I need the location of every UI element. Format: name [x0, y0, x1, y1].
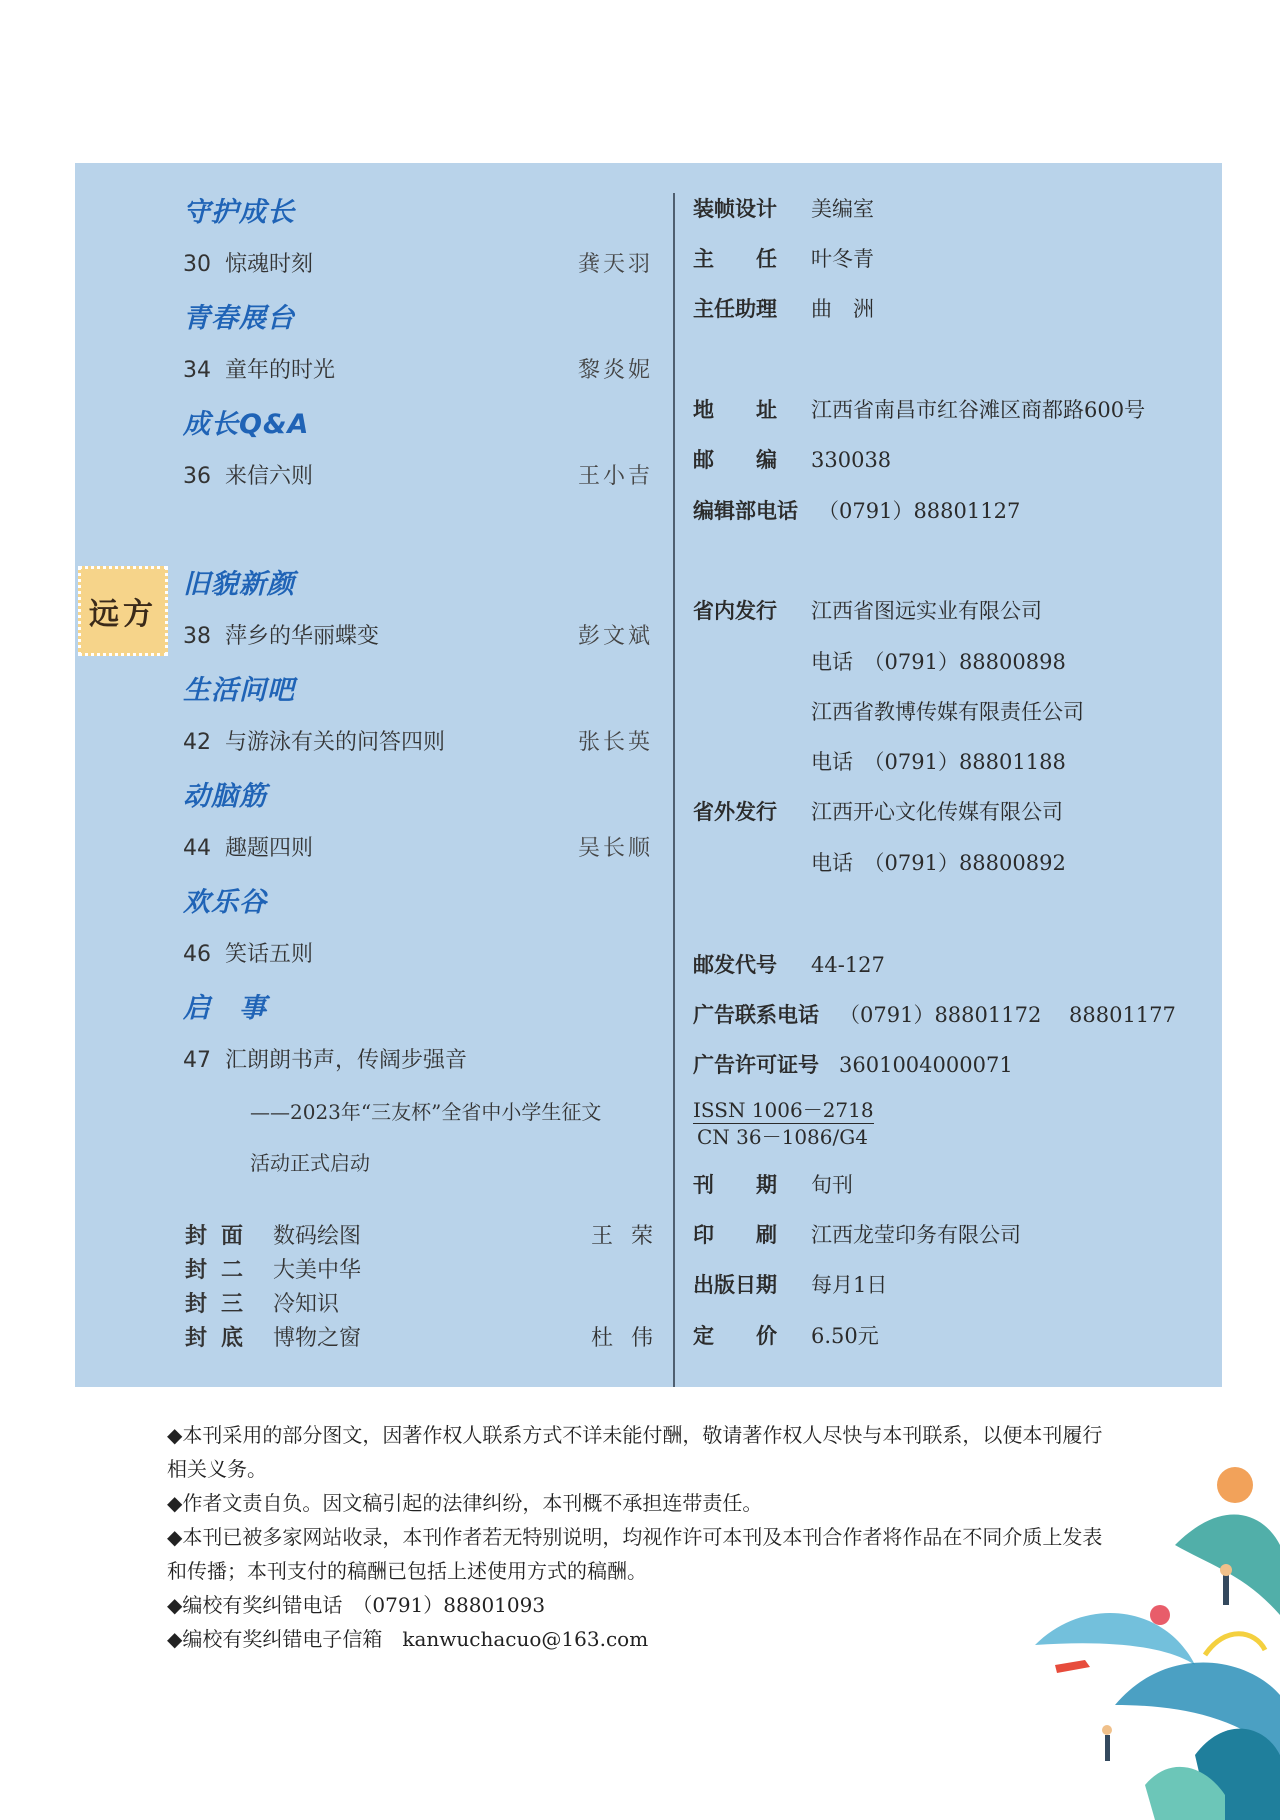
article-title: 趣题四则: [225, 836, 314, 861]
section-title: 欢乐谷: [183, 887, 267, 918]
issn-block: [693, 1097, 874, 1150]
info-row: [693, 847, 1066, 877]
cover-label: 封面: [185, 1224, 258, 1249]
copyright-note: ◆本刊采用的部分图文，因著作权人联系方式不详未能付酬，敬请著作权人尽快与本刊联系，以便本刊履行相关义务。: [167, 1423, 1103, 1481]
page-number: 44: [183, 836, 211, 861]
section-badge: 远方: [78, 566, 168, 656]
info-row: [693, 193, 874, 223]
cover-label: 封三: [185, 1292, 258, 1317]
cover-label: 封底: [185, 1326, 258, 1351]
info-row: [693, 999, 1176, 1029]
info-value: 电话 （0791）88801188: [811, 750, 1066, 774]
license-note: ◆本刊已被多家网站收录，本刊作者若无特别说明，均视作许可本刊及本刊合作者将作品在不同介质上发表和传播；本刊支付的稿酬已包括上述使用方式的稿酬。: [167, 1525, 1103, 1583]
page-number: 36: [183, 464, 211, 489]
info-value: 电话 （0791）88800898: [811, 650, 1066, 674]
issn-number: ISSN 1006－2718: [693, 1098, 874, 1122]
info-label: 装帧设计: [693, 197, 777, 221]
cover-content: 冷知识: [273, 1292, 340, 1317]
article-author: 王小吉: [577, 464, 653, 489]
cover-author: 王荣: [590, 1224, 671, 1249]
toc-entry[interactable]: [183, 937, 653, 968]
info-label: 省内发行: [693, 599, 777, 623]
info-row: [693, 394, 1145, 424]
section-title: 旧貌新颜: [183, 569, 295, 600]
info-row: [693, 646, 1066, 676]
cover-author: 杜伟: [590, 1326, 671, 1351]
info-value: 6.50元: [811, 1324, 879, 1348]
section-title: 成长Q&A: [183, 409, 310, 440]
decorative-illustration: [995, 1455, 1280, 1820]
page-number: 47: [183, 1048, 211, 1073]
info-row: [693, 1219, 1021, 1249]
toc-entry[interactable]: [183, 459, 653, 490]
article-title: 汇朗朗书声，传阔步强音: [225, 1048, 468, 1073]
section-title: 青春展台: [183, 303, 295, 334]
info-label: 地 址: [693, 398, 777, 422]
info-row: [693, 243, 874, 273]
info-label: 定 价: [693, 1324, 777, 1348]
cover-entry: [185, 1253, 653, 1284]
article-subtitle: ——2023年“三友杯”全省中小学生征文: [250, 1100, 602, 1124]
page-number: 38: [183, 624, 211, 649]
info-value: 44-127: [811, 953, 885, 977]
info-row: [693, 595, 1042, 625]
page-number: 30: [183, 252, 211, 277]
info-row: [693, 495, 1020, 525]
cover-entry: [185, 1321, 671, 1352]
info-label: 编辑部电话: [693, 499, 798, 523]
info-row: [693, 293, 874, 323]
page-number: 46: [183, 942, 211, 967]
info-row: [693, 796, 1063, 826]
section-title: 守护成长: [183, 197, 295, 228]
toc-entry[interactable]: [183, 831, 653, 862]
article-author: 张长英: [577, 730, 653, 755]
article-author: 吴长顺: [577, 836, 653, 861]
info-label: 广告许可证号: [693, 1053, 819, 1077]
info-label: 刊 期: [693, 1173, 777, 1197]
info-value: （0791）88801172 88801177: [839, 1003, 1176, 1027]
info-row: [693, 696, 1084, 726]
toc-entry[interactable]: [183, 247, 653, 278]
cover-entry: [185, 1219, 671, 1250]
article-author: 黎炎妮: [577, 358, 653, 383]
liability-note: ◆作者文责自负。因文稿引起的法律纠纷，本刊概不承担连带责任。: [167, 1491, 763, 1515]
info-row: [693, 746, 1066, 776]
info-value: 江西省图远实业有限公司: [811, 599, 1042, 623]
info-row: [693, 1169, 853, 1199]
article-title: 来信六则: [225, 464, 314, 489]
info-label: 印 刷: [693, 1223, 777, 1247]
cover-content: 博物之窗: [273, 1326, 362, 1351]
toc-entry[interactable]: [183, 1043, 653, 1074]
section-title: 动脑筋: [183, 781, 267, 812]
toc-entry[interactable]: [183, 353, 653, 384]
info-value: 美编室: [811, 197, 874, 221]
info-label: 邮 编: [693, 448, 777, 472]
article-title: 童年的时光: [225, 358, 336, 383]
info-value: 电话 （0791）88800892: [811, 851, 1066, 875]
cover-label: 封二: [185, 1258, 258, 1283]
section-title: 启 事: [183, 993, 267, 1024]
info-row: [693, 949, 885, 979]
info-label: 主任助理: [693, 297, 777, 321]
info-value: 曲 洲: [811, 297, 874, 321]
errata-email-note: ◆编校有奖纠错电子信箱 kanwuchacuo@163.com: [167, 1627, 649, 1651]
cn-number: CN 36－1086/G4: [697, 1125, 868, 1149]
info-row: [693, 1269, 887, 1299]
section-title: 生活问吧: [183, 675, 295, 706]
info-label: 广告联系电话: [693, 1003, 819, 1027]
article-title: 笑话五则: [225, 942, 314, 967]
column-divider: [673, 193, 675, 1387]
info-value: 3601004000071: [839, 1053, 1013, 1077]
info-value: 330038: [811, 448, 892, 472]
cover-content: 数码绘图: [273, 1224, 362, 1249]
page-number: 42: [183, 730, 211, 755]
info-value: 叶冬青: [811, 247, 874, 271]
toc-entry[interactable]: [183, 725, 653, 756]
info-value: 江西龙莹印务有限公司: [811, 1223, 1021, 1247]
page-number: 34: [183, 358, 211, 383]
info-value: （0791）88801127: [818, 499, 1021, 523]
info-label: 省外发行: [693, 800, 777, 824]
cover-content: 大美中华: [273, 1258, 362, 1283]
info-value: 旬刊: [811, 1173, 853, 1197]
errata-phone-note: ◆编校有奖纠错电话 （0791）88801093: [167, 1593, 546, 1617]
info-row: [693, 1049, 1013, 1079]
info-label: 邮发代号: [693, 953, 777, 977]
article-author: 彭文斌: [577, 624, 653, 649]
info-value: 每月1日: [811, 1273, 888, 1297]
article-author: 龚天羽: [577, 252, 653, 277]
info-value: 江西省教博传媒有限责任公司: [811, 700, 1084, 724]
article-title: 与游泳有关的问答四则: [225, 730, 446, 755]
info-value: 江西开心文化传媒有限公司: [811, 800, 1063, 824]
info-label: 出版日期: [693, 1273, 777, 1297]
article-title: 惊魂时刻: [225, 252, 314, 277]
toc-entry[interactable]: [183, 619, 653, 650]
article-title: 萍乡的华丽蝶变: [225, 624, 380, 649]
info-value: 江西省南昌市红谷滩区商都路600号: [811, 398, 1146, 422]
info-label: 主 任: [693, 247, 777, 271]
info-row: [693, 1320, 879, 1350]
article-subtitle: 活动正式启动: [250, 1151, 370, 1175]
info-row: [693, 444, 891, 474]
cover-entry: [185, 1287, 653, 1318]
